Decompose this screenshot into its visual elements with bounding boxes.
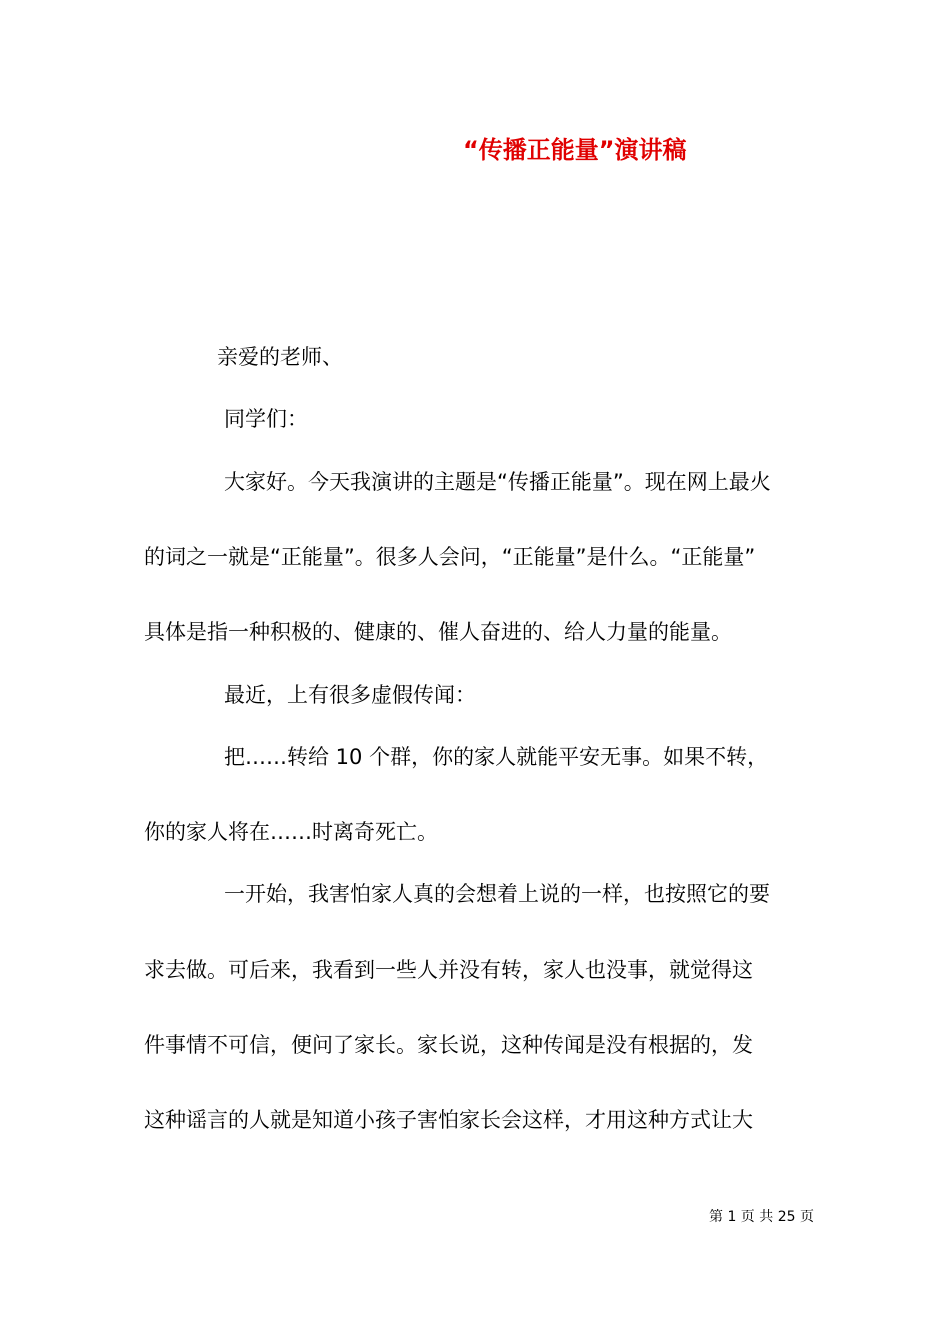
body-line: 的词之一就是“正能量”。很多人会问，“正能量”是什么。“正能量” xyxy=(144,545,756,569)
body-line: 求去做。可后来，我看到一些人并没有转，家人也没事，就觉得这 xyxy=(144,958,753,982)
body-line: 具体是指一种积极的、健康的、催人奋进的、给人力量的能量。 xyxy=(144,620,732,644)
body-line: 你的家人将在……时离奇死亡。 xyxy=(144,820,438,844)
body-line: 件事情不可信，便问了家长。家长说，这种传闻是没有根据的，发 xyxy=(144,1033,753,1057)
page-number: 第 1 页 共 25 页 xyxy=(709,1209,814,1225)
document-title: “传播正能量”演讲稿 xyxy=(463,136,687,164)
body-line: 大家好。今天我演讲的主题是“传播正能量”。现在网上最火 xyxy=(224,470,771,494)
body-line: 一开始，我害怕家人真的会想着上说的一样，也按照它的要 xyxy=(224,882,770,906)
body-line: 同学们： xyxy=(224,407,308,431)
body-line: 亲爱的老师、 xyxy=(217,345,343,369)
body-line: 把……转给 10 个群，你的家人就能平安无事。如果不转， xyxy=(224,745,769,769)
body-line: 这种谣言的人就是知道小孩子害怕家长会这样，才用这种方式让大 xyxy=(144,1108,753,1132)
body-line: 最近，上有很多虚假传闻： xyxy=(224,683,476,707)
